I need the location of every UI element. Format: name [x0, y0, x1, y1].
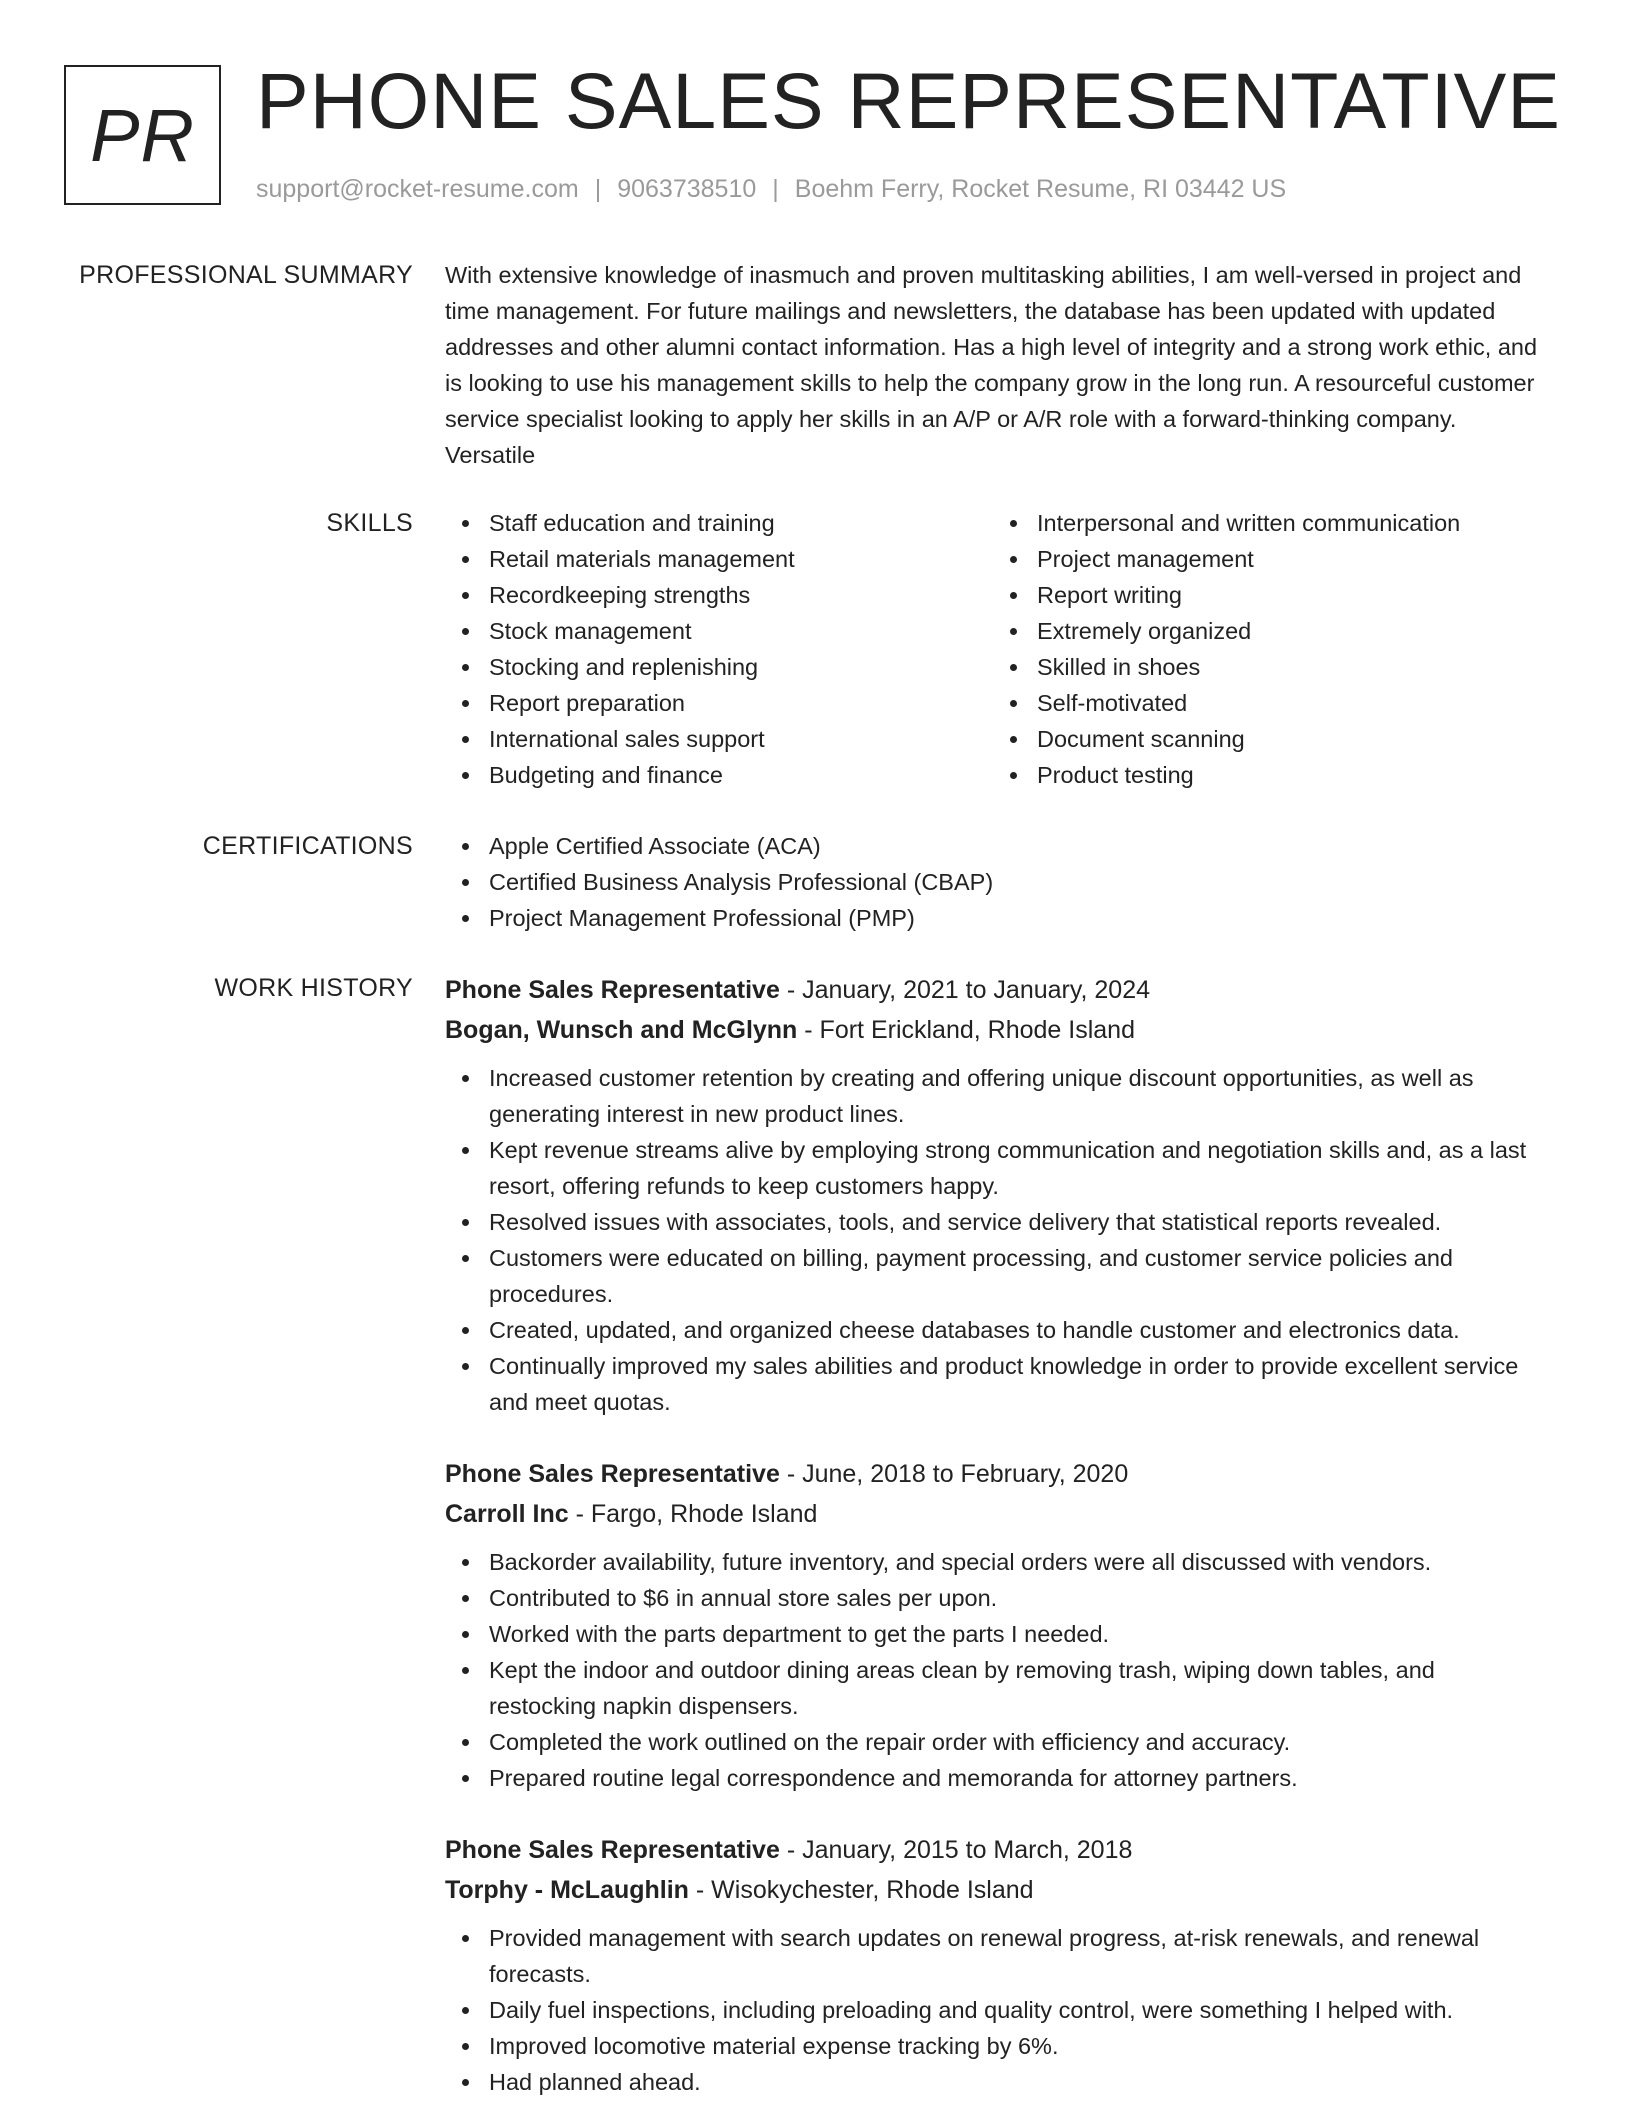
summary-heading: PROFESSIONAL SUMMARY	[79, 261, 413, 289]
job-location: - Fargo, Rhode Island	[568, 1500, 818, 1528]
skills-lists	[445, 505, 1545, 793]
list-item: Stocking and replenishing	[489, 649, 993, 685]
certifications-list	[445, 828, 1545, 936]
work-history-heading: WORK HISTORY	[214, 974, 413, 1002]
job-bullets	[445, 1060, 1545, 1420]
list-item: Improved locomotive material expense tracking by 6%.	[489, 2028, 1545, 2064]
list-item: Budgeting and finance	[489, 757, 993, 793]
list-item: International sales support	[489, 721, 993, 757]
list-item: Backorder availability, future inventory, and special orders were all discussed with vendors.	[489, 1544, 1545, 1580]
contact-email: support@rocket-resume.com	[256, 175, 579, 203]
job-title-line	[445, 1454, 1545, 1494]
list-item: Had planned ahead.	[489, 2064, 1545, 2100]
list-item: Kept revenue streams alive by employing strong communication and negotiation skills and, as a last resort, offering refunds to keep customers happy.	[489, 1132, 1545, 1204]
resume-title: PHONE SALES REPRESENTATIVE	[256, 56, 1561, 145]
work-history-body	[445, 970, 1545, 2100]
contact-phone: 9063738510	[617, 175, 757, 203]
contact-separator: |	[594, 175, 602, 203]
list-item: Daily fuel inspections, including preloading and quality control, were something I helped with.	[489, 1992, 1545, 2028]
list-item: Report writing	[1037, 577, 1541, 613]
list-item: Continually improved my sales abilities and product knowledge in order to provide excellent service and meet quotas.	[489, 1348, 1545, 1420]
monogram-initials: PR	[90, 93, 195, 177]
list-item: Project Management Professional (PMP)	[489, 900, 1545, 936]
skills-list-left	[445, 505, 993, 793]
list-item: Product testing	[1037, 757, 1541, 793]
contact-line	[256, 173, 1286, 205]
list-item: Interpersonal and written communication	[1037, 505, 1541, 541]
list-item: Kept the indoor and outdoor dining areas clean by removing trash, wiping down tables, and restocking napkin dispensers.	[489, 1652, 1545, 1724]
list-item: Self-motivated	[1037, 685, 1541, 721]
contact-address: Boehm Ferry, Rocket Resume, RI 03442 US	[794, 175, 1287, 203]
job-dates: - January, 2021 to January, 2024	[779, 976, 1151, 1004]
job-company: Torphy - McLaughlin	[445, 1876, 689, 1904]
list-item: Prepared routine legal correspondence and memoranda for attorney partners.	[489, 1760, 1545, 1796]
list-item: Created, updated, and organized cheese databases to handle customer and electronics data.	[489, 1312, 1545, 1348]
certifications-heading: CERTIFICATIONS	[202, 832, 413, 860]
summary-text: With extensive knowledge of inasmuch and proven multitasking abilities, I am well-versed in project and time management. For future mailings and newsletters, the database has been updated with updated addresses and other alumni contact information. Has a high level of integrity and a strong work ethic, and is looking to use his management skills to help the company grow in the long run. A resourceful customer service specialist looking to apply her skills in an A/P or A/R role with a forward-thinking company. Versatile	[445, 262, 1538, 468]
job-location: - Fort Erickland, Rhode Island	[797, 1016, 1135, 1044]
list-item: Resolved issues with associates, tools, and service delivery that statistical reports revealed.	[489, 1204, 1545, 1240]
list-item: Project management	[1037, 541, 1541, 577]
skills-list-right	[993, 505, 1541, 793]
job-title-line	[445, 1830, 1545, 1870]
job-title: Phone Sales Representative	[445, 1460, 780, 1488]
list-item: Report preparation	[489, 685, 993, 721]
list-item: Provided management with search updates on renewal progress, at-risk renewals, and renewal forecasts.	[489, 1920, 1545, 1992]
job-title: Phone Sales Representative	[445, 976, 780, 1004]
job-bullets	[445, 1544, 1545, 1796]
job-company: Bogan, Wunsch and McGlynn	[445, 1016, 798, 1044]
list-item: Certified Business Analysis Professional (CBAP)	[489, 864, 1545, 900]
job-company-line	[445, 1010, 1545, 1050]
certifications-body	[445, 828, 1545, 936]
skills-heading: SKILLS	[326, 509, 413, 537]
job-dates: - January, 2015 to March, 2018	[779, 1836, 1133, 1864]
list-item: Recordkeeping strengths	[489, 577, 993, 613]
monogram-badge	[64, 65, 221, 205]
job-company-line	[445, 1494, 1545, 1534]
list-item: Worked with the parts department to get the parts I needed.	[489, 1616, 1545, 1652]
list-item: Extremely organized	[1037, 613, 1541, 649]
list-item: Staff education and training	[489, 505, 993, 541]
list-item: Apple Certified Associate (ACA)	[489, 828, 1545, 864]
job-company-line	[445, 1870, 1545, 1910]
list-item: Customers were educated on billing, payment processing, and customer service policies and procedures.	[489, 1240, 1545, 1312]
list-item: Contributed to $6 in annual store sales per upon.	[489, 1580, 1545, 1616]
job-title: Phone Sales Representative	[445, 1836, 780, 1864]
list-item: Completed the work outlined on the repair order with efficiency and accuracy.	[489, 1724, 1545, 1760]
list-item: Increased customer retention by creating and offering unique discount opportunities, as well as generating interest in new product lines.	[489, 1060, 1545, 1132]
list-item: Document scanning	[1037, 721, 1541, 757]
job-bullets	[445, 1920, 1545, 2100]
job-dates: - June, 2018 to February, 2020	[779, 1460, 1129, 1488]
list-item: Retail materials management	[489, 541, 993, 577]
list-item: Stock management	[489, 613, 993, 649]
job-location: - Wisokychester, Rhode Island	[688, 1876, 1034, 1904]
job-entry	[445, 970, 1545, 1420]
contact-separator: |	[772, 175, 779, 203]
job-entry	[445, 1830, 1545, 2100]
list-item: Skilled in shoes	[1037, 649, 1541, 685]
job-company: Carroll Inc	[445, 1500, 569, 1528]
job-entry	[445, 1454, 1545, 1796]
job-title-line	[445, 970, 1545, 1010]
